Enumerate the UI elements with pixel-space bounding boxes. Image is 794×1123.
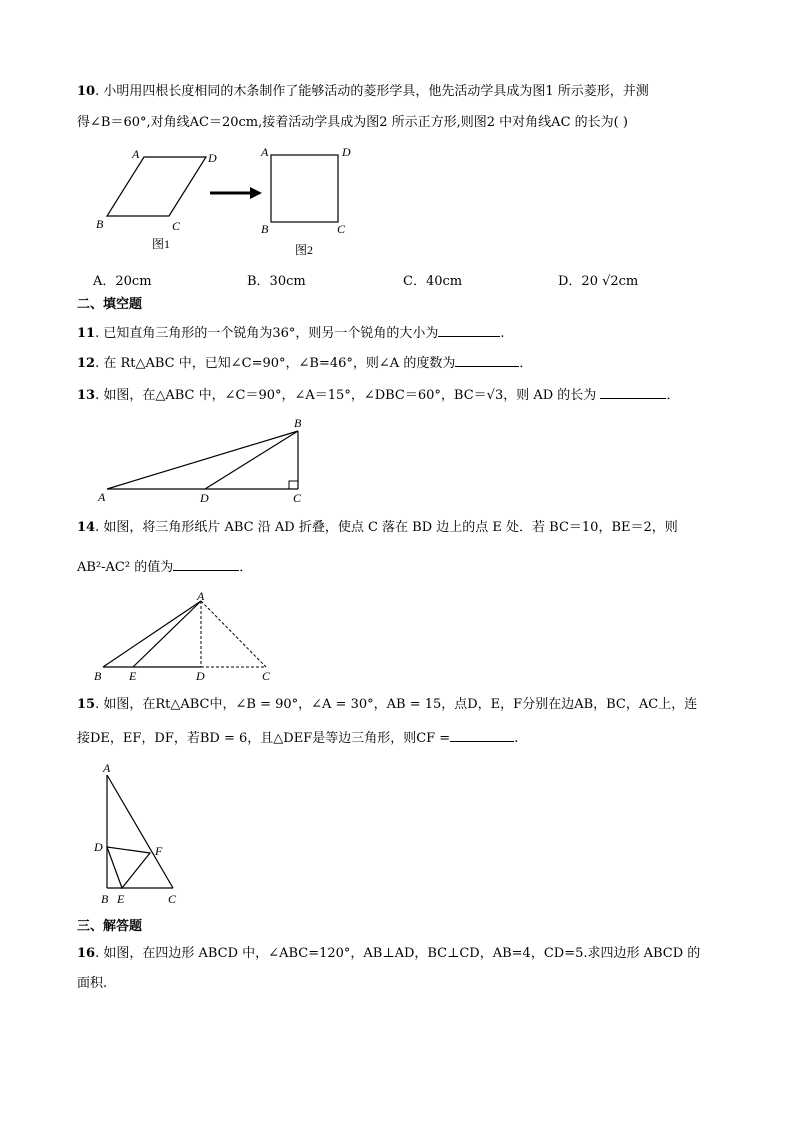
- q10-text-1: . 小明用四根长度相同的木条制作了能够活动的菱形学具，他先活动学具成为图1 所示菱形，并测: [95, 84, 649, 99]
- q14-label-d: D: [196, 669, 205, 683]
- q14-fold-figure: [90, 588, 280, 684]
- q14-label-a: A: [197, 589, 205, 603]
- fig2-label-c: C: [337, 222, 346, 236]
- fig1-caption: 图1: [152, 237, 171, 251]
- q15-answer-blank[interactable]: [450, 727, 514, 742]
- fig1-label-b: B: [96, 217, 104, 231]
- q16-text-1: . 如图，在四边形 ABCD 中，∠ABC=120°，AB⊥AD，BC⊥CD，AB=4，CD=5.求四边形 ABCD 的: [95, 946, 701, 961]
- fig1-label-c: C: [172, 219, 181, 233]
- q14-text-1: . 如图，将三角形纸片 ABC 沿 AD 折叠，使点 C 落在 BD 边上的点 E 处．若 BC＝10，BE＝2，则: [95, 520, 678, 535]
- q15-label-b: B: [101, 892, 109, 906]
- q14-number: 14: [77, 520, 96, 535]
- q10-figure-2-square: [258, 142, 368, 262]
- q11-end: .: [500, 326, 505, 341]
- q12-number: 12: [77, 356, 96, 371]
- q13: [77, 384, 679, 405]
- q14-label-e: E: [129, 669, 137, 683]
- fig2-label-a: A: [261, 145, 269, 159]
- q14-end: ．: [239, 560, 253, 575]
- section-3-heading: 三、解答题: [77, 919, 143, 934]
- q10-line1: [77, 83, 649, 101]
- q13-answer-blank[interactable]: [600, 384, 666, 399]
- fig2-label-b: B: [261, 222, 269, 236]
- q10-arrow: [208, 186, 264, 200]
- q12: [77, 352, 532, 373]
- q15-label-c: C: [168, 892, 177, 906]
- fig1-label-d: D: [208, 151, 217, 165]
- q16-number: 16: [77, 946, 96, 961]
- q15-end: .: [514, 731, 519, 746]
- q15-label-e: E: [117, 892, 125, 906]
- q10-option-c: C．40cm: [403, 274, 463, 289]
- q13-label-c: C: [293, 491, 302, 505]
- q11-number: 11: [77, 326, 96, 341]
- q12-answer-blank[interactable]: [455, 352, 519, 367]
- q12-text: . 在 Rt△ABC 中，已知∠C=90°，∠B=46°，则∠A 的度数为: [95, 356, 456, 371]
- q13-label-a: A: [98, 490, 106, 504]
- q15-triangle-figure: [90, 758, 190, 908]
- fig1-label-a: A: [132, 147, 140, 161]
- q16-line1: [77, 945, 700, 963]
- q13-end: ．: [666, 388, 680, 403]
- q10-option-b: B．30cm: [247, 274, 306, 289]
- q14-line2: [77, 556, 252, 577]
- q13-label-d: D: [200, 491, 209, 505]
- q11-text: . 已知直角三角形的一个锐角为36°，则另一个锐角的大小为: [95, 326, 439, 341]
- q15-label-f: F: [155, 844, 163, 858]
- q15-text-2: 接DE，EF，DF，若BD = 6，且△DEF是等边三角形，则CF =: [77, 731, 451, 746]
- section-2-heading: 二、填空题: [77, 297, 143, 312]
- q10-number: 10: [77, 84, 96, 99]
- q16-line2: 面积.: [77, 976, 108, 991]
- q15-label-a: A: [103, 761, 111, 775]
- q13-number: 13: [77, 388, 96, 403]
- q15-label-d: D: [94, 840, 103, 854]
- q10-line2: 得∠B＝60°,对角线AC＝20cm,接着活动学具成为图2 所示正方形,则图2 中对角线AC 的长为( ): [77, 115, 628, 130]
- q15-number: 15: [77, 697, 96, 712]
- q15-line2: [77, 727, 518, 748]
- q14-text-2: AB²-AC² 的值为: [77, 560, 174, 575]
- q12-end: ．: [519, 356, 533, 371]
- q10-option-a: A．20cm: [93, 274, 152, 289]
- q11-answer-blank[interactable]: [438, 322, 500, 337]
- q10-option-d: D．20 √2cm: [558, 274, 639, 289]
- fig2-label-d: D: [342, 145, 351, 159]
- q13-triangle-figure: [96, 414, 316, 506]
- q14-label-c: C: [262, 669, 271, 683]
- q14-label-b: B: [94, 669, 102, 683]
- q15-line1: [77, 696, 697, 714]
- q13-text: . 如图，在△ABC 中，∠C＝90°，∠A＝15°，∠DBC＝60°，BC＝√3，则 AD 的长为: [95, 388, 597, 403]
- fig2-caption: 图2: [295, 243, 314, 257]
- q14-answer-blank[interactable]: [173, 556, 239, 571]
- q11: [77, 322, 505, 343]
- q13-label-b: B: [294, 416, 302, 430]
- q15-text-1: . 如图，在Rt△ABC中，∠B = 90°，∠A = 30°，AB = 15，点D，E，F分别在边AB，BC，AC上，连: [95, 697, 698, 712]
- q14-line1: [77, 519, 678, 537]
